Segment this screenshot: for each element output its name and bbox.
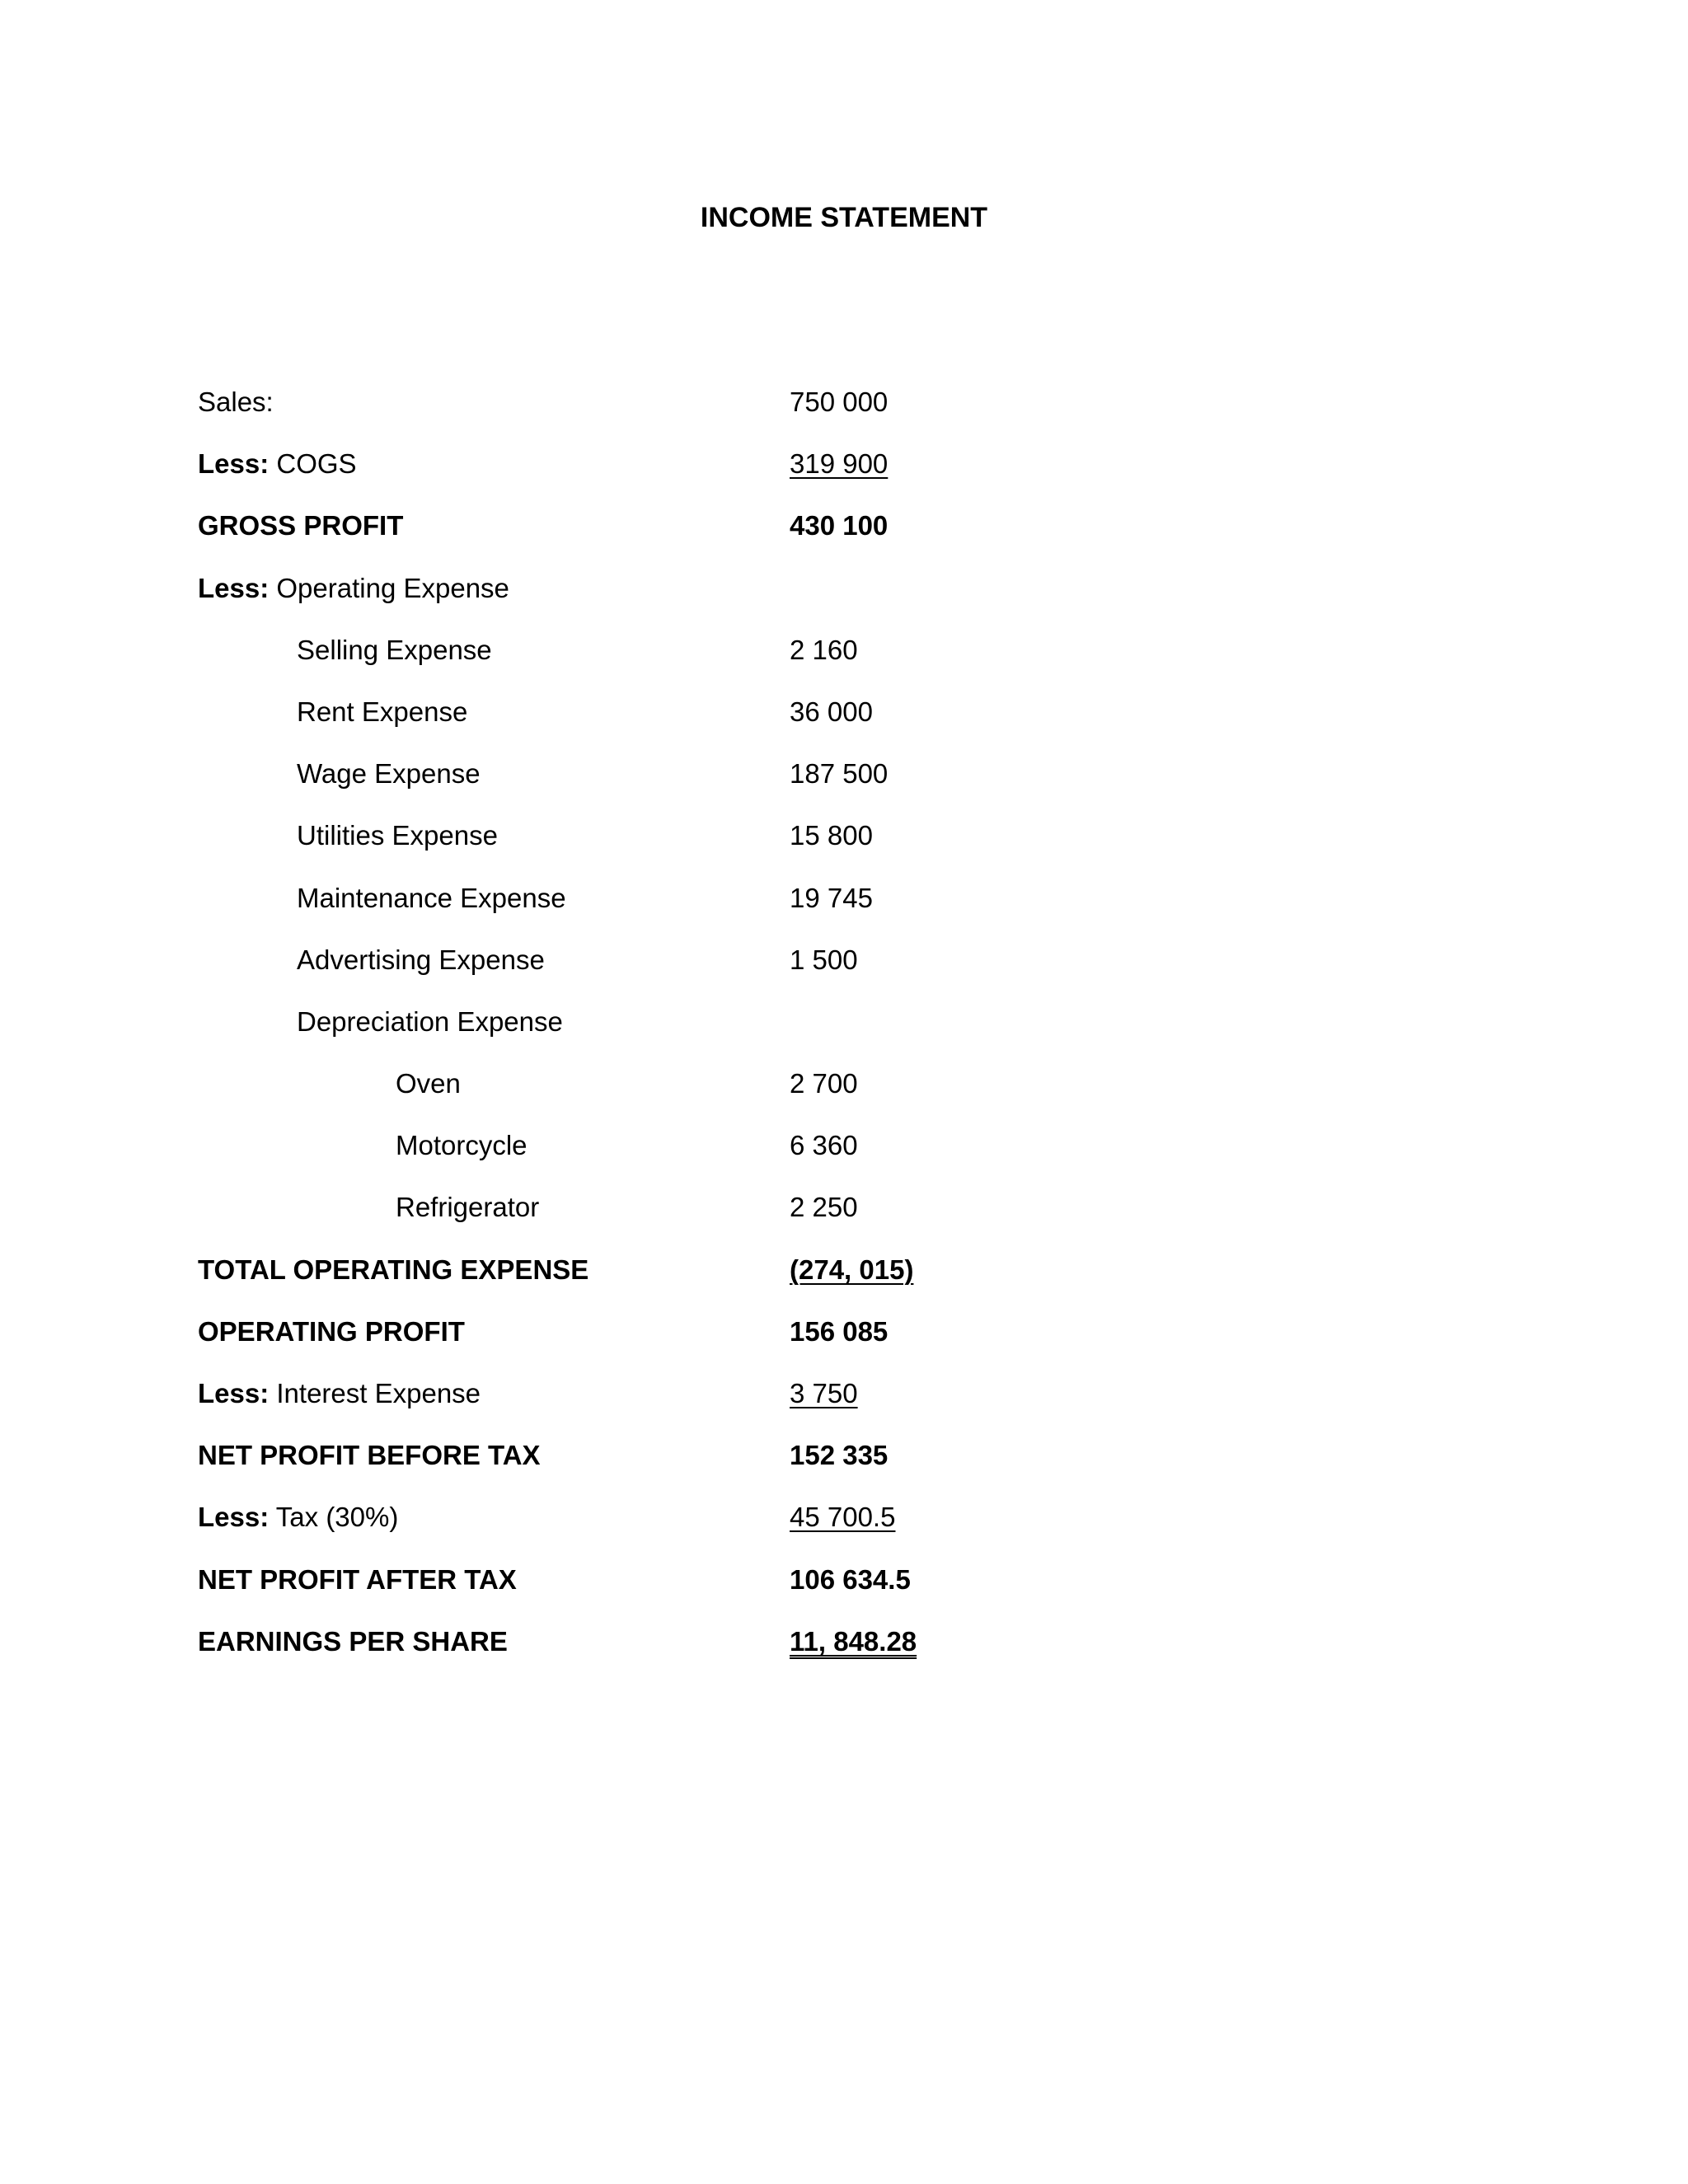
row-value: 2 160	[790, 634, 858, 665]
row-label	[198, 1562, 517, 1598]
row-value: 2 700	[790, 1068, 858, 1099]
row-value: 3 750	[790, 1378, 858, 1408]
row-prefix: Less:	[198, 572, 270, 603]
row-label	[198, 508, 403, 544]
row-value: 156 085	[790, 1315, 889, 1347]
row-prefix: Less:	[198, 1502, 270, 1533]
row-label	[198, 570, 509, 607]
row-value: 19 745	[790, 882, 873, 913]
row-value: 152 335	[790, 1440, 889, 1471]
row-operating-expense-header	[198, 570, 1352, 632]
income-statement-table	[198, 384, 1352, 1685]
row-label	[297, 1004, 563, 1040]
row-value: (274, 015)	[790, 1254, 914, 1285]
row-label	[396, 1066, 461, 1102]
row-label	[198, 1314, 465, 1350]
row-label-text: Tax (30%)	[269, 1502, 399, 1533]
row-value: 430 100	[790, 510, 889, 541]
row-label	[198, 1376, 481, 1412]
row-label	[198, 1499, 398, 1535]
row-label-text: Sales:	[198, 387, 274, 417]
row-selling-expense	[198, 632, 1352, 694]
row-label-text: Depreciation Expense	[297, 1005, 563, 1037]
row-label	[396, 1127, 528, 1164]
row-value: 319 900	[790, 448, 889, 480]
row-label-text: COGS	[269, 448, 357, 480]
row-label-text: Advertising Expense	[297, 944, 545, 975]
row-label-text: Wage Expense	[297, 758, 481, 790]
row-oven	[198, 1066, 1352, 1127]
row-value: 2 250	[790, 1192, 858, 1223]
row-value: 15 800	[790, 820, 873, 851]
row-label-text: Rent Expense	[297, 696, 468, 727]
row-label-text: TOTAL OPERATING EXPENSE	[198, 1254, 589, 1285]
row-operating-profit	[198, 1314, 1352, 1376]
row-label	[297, 880, 566, 916]
row-utilities-expense	[198, 818, 1352, 879]
row-cogs	[198, 446, 1352, 508]
row-label-text: Utilities Expense	[297, 820, 498, 851]
row-label-text: OPERATING PROFIT	[198, 1315, 465, 1347]
row-value: 45 700.5	[790, 1502, 896, 1533]
row-label-text: EARNINGS PER SHARE	[198, 1625, 508, 1657]
row-label	[198, 1252, 588, 1288]
row-net-profit-after-tax	[198, 1562, 1352, 1624]
row-refrigerator	[198, 1189, 1352, 1251]
row-label	[198, 384, 274, 420]
row-label-text: Motorcycle	[396, 1130, 528, 1161]
row-value: 1 500	[790, 944, 858, 975]
row-wage-expense	[198, 756, 1352, 818]
row-label	[297, 632, 492, 668]
row-depreciation-expense	[198, 1004, 1352, 1066]
row-label-text: GROSS PROFIT	[198, 510, 404, 541]
row-label	[198, 1437, 541, 1474]
row-rent-expense	[198, 694, 1352, 756]
row-maintenance-expense	[198, 880, 1352, 942]
row-sales	[198, 384, 1352, 446]
row-value: 750 000	[790, 387, 889, 417]
row-label	[297, 818, 498, 854]
row-label-text: Operating Expense	[269, 572, 509, 603]
row-gross-profit	[198, 508, 1352, 569]
row-net-profit-before-tax	[198, 1437, 1352, 1499]
row-label	[198, 446, 357, 482]
row-total-operating-expense	[198, 1252, 1352, 1314]
row-prefix: Less:	[198, 1378, 270, 1408]
row-value: 11, 848.28	[790, 1625, 917, 1657]
row-label-text: NET PROFIT BEFORE TAX	[198, 1440, 541, 1471]
row-label	[297, 942, 545, 978]
row-label-text: Selling Expense	[297, 634, 492, 665]
row-label	[198, 1624, 508, 1660]
row-advertising-expense	[198, 942, 1352, 1004]
row-value: 6 360	[790, 1130, 858, 1161]
row-label-text: Maintenance Expense	[297, 882, 566, 913]
row-motorcycle	[198, 1127, 1352, 1189]
row-value: 187 500	[790, 758, 889, 790]
row-label-text: Oven	[396, 1068, 461, 1099]
row-earnings-per-share	[198, 1624, 1352, 1685]
row-label-text: Refrigerator	[396, 1192, 540, 1223]
row-label	[396, 1189, 539, 1226]
page-title: INCOME STATEMENT	[700, 202, 988, 233]
row-label	[297, 756, 481, 792]
row-value: 36 000	[790, 696, 873, 727]
row-label-text: Interest Expense	[269, 1378, 481, 1408]
row-label	[297, 694, 467, 730]
row-label-text: NET PROFIT AFTER TAX	[198, 1563, 517, 1595]
row-prefix: Less:	[198, 448, 270, 480]
row-value: 106 634.5	[790, 1563, 911, 1595]
row-interest-expense	[198, 1376, 1352, 1437]
row-tax	[198, 1499, 1352, 1561]
